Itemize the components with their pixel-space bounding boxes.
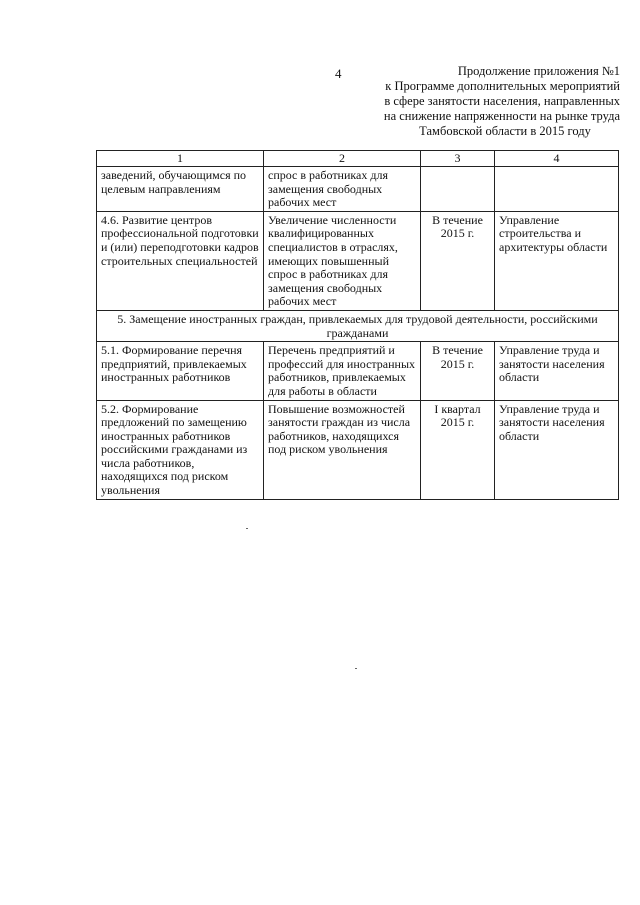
column-header-2: 2: [264, 151, 421, 167]
column-header-4: 4: [495, 151, 619, 167]
column-number-row: [97, 151, 619, 167]
executor-cell: [495, 167, 619, 212]
column-header-1: 1: [97, 151, 264, 167]
measure-cell: заведений, обучающимся по целевым направлениям: [97, 167, 264, 212]
executor-cell: Управление строительства и архитектуры области: [495, 211, 619, 310]
column-header-3: 3: [421, 151, 495, 167]
result-cell: Увеличение численности квалифицированных специалистов в отраслях, имеющих повышенный спрос в работниках для замещения свободных рабочих мест: [264, 211, 421, 310]
measure-cell: 5.2. Формирование предложений по замещению иностранных работников российскими гражданами из числа работников, находящихся под риском увольнения: [97, 400, 264, 499]
header-line-2: к Программе дополнительных мероприятий: [385, 79, 620, 93]
deadline-cell: I квартал 2015 г.: [421, 400, 495, 499]
header-line-1: Продолжение приложения №1: [457, 64, 620, 78]
table-row: [97, 167, 619, 212]
measure-cell: 5.1. Формирование перечня предприятий, привлекаемых иностранных работников: [97, 342, 264, 400]
scan-speck: [246, 528, 248, 529]
executor-cell: Управление труда и занятости населения области: [495, 342, 619, 400]
table-row: [97, 400, 619, 499]
header-line-4: на снижение напряженности на рынке труда: [383, 109, 620, 123]
result-cell: Перечень предприятий и профессий для иностранных работников, привлекаемых для работы в области: [264, 342, 421, 400]
measure-cell: 4.6. Развитие центров профессиональной подготовки и (или) переподготовки кадров строительных специальностей: [97, 211, 264, 310]
result-cell: спрос в работниках для замещения свободных рабочих мест: [264, 167, 421, 212]
table-row: [97, 342, 619, 400]
executor-cell: Управление труда и занятости населения области: [495, 400, 619, 499]
table-row: [97, 211, 619, 310]
result-cell: Повышение возможностей занятости граждан из числа работников, находящихся под риском увольнения: [264, 400, 421, 499]
deadline-cell: В течение 2015 г.: [421, 342, 495, 400]
appendix-header: [350, 64, 620, 139]
deadline-cell: В течение 2015 г.: [421, 211, 495, 310]
page-number: 4: [335, 66, 342, 81]
header-line-5: Тамбовской области в 2015 году: [419, 124, 591, 138]
deadline-cell: [421, 167, 495, 212]
measures-table: [96, 150, 619, 500]
scan-speck: [355, 668, 357, 669]
section-row: [97, 310, 619, 341]
header-line-3: в сфере занятости населения, направленных: [384, 94, 620, 108]
section-5-title: 5. Замещение иностранных граждан, привлекаемых для трудовой деятельности, российскими гражданами: [97, 310, 619, 341]
